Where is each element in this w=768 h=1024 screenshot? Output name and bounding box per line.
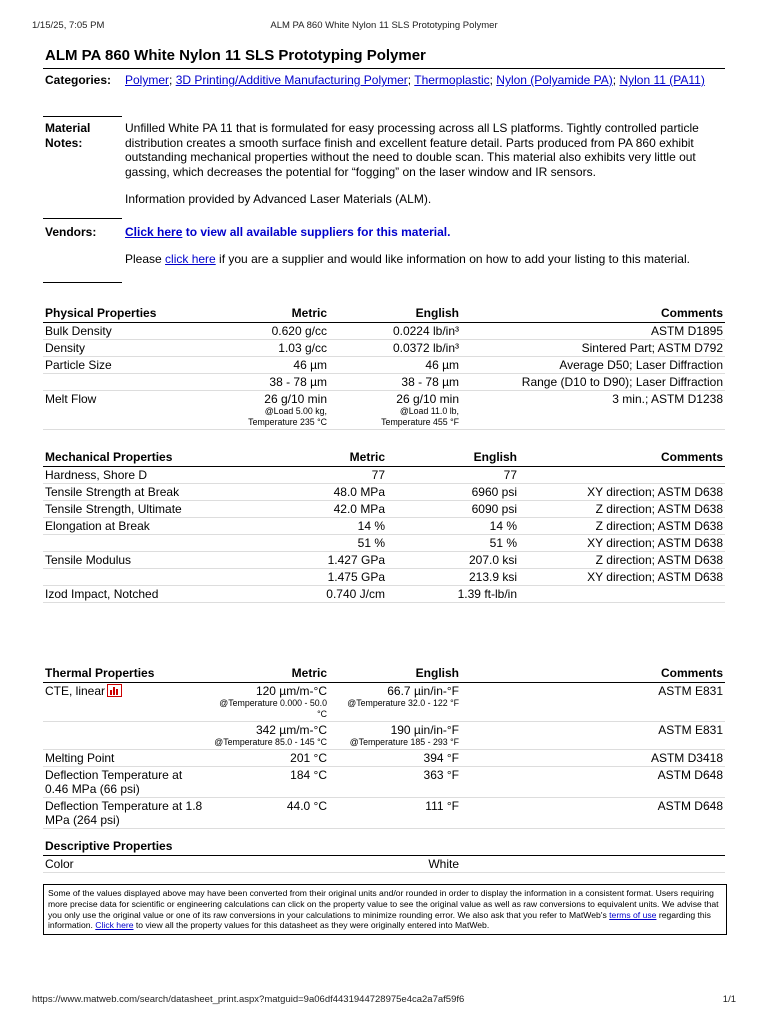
comment: Z direction; ASTM D638 <box>519 552 725 569</box>
chart-icon[interactable] <box>107 684 122 697</box>
metric-value[interactable]: 46 µm <box>293 358 327 372</box>
metric-header: Metric <box>205 305 329 323</box>
vendors-click-here-link[interactable]: Click here <box>125 225 183 239</box>
property-name: Elongation at Break <box>43 518 205 535</box>
metric-condition: @Temperature 85.0 - 145 °C <box>214 737 327 747</box>
thermal-title: Thermal Properties <box>43 665 205 683</box>
property-name: Tensile Strength at Break <box>43 484 205 501</box>
comment: XY direction; ASTM D638 <box>519 535 725 552</box>
property-row <box>43 501 725 518</box>
disclaimer-text: regarding this information. <box>48 909 711 931</box>
english-value[interactable]: 0.0372 lb/in³ <box>392 341 459 355</box>
english-value[interactable]: 111 °F <box>425 799 459 813</box>
english-header: English <box>329 665 461 683</box>
property-name <box>43 374 205 391</box>
category-link-nylon[interactable]: Nylon (Polyamide PA) <box>496 73 613 87</box>
section-divider <box>43 218 122 219</box>
metric-value[interactable]: 38 - 78 µm <box>269 375 327 389</box>
title-divider <box>43 68 725 69</box>
property-row <box>43 683 725 722</box>
property-row <box>43 357 725 374</box>
metric-value[interactable]: 1.475 GPa <box>327 570 385 584</box>
comment: XY direction; ASTM D638 <box>519 569 725 586</box>
metric-condition: @Temperature 0.000 - 50.0 °C <box>219 698 327 719</box>
english-value[interactable]: 46 µm <box>425 358 459 372</box>
metric-value[interactable]: 0.620 g/cc <box>271 324 327 338</box>
mechanical-header-row <box>43 449 725 467</box>
comment <box>519 467 725 484</box>
physical-header-row <box>43 305 725 323</box>
mechanical-properties-table <box>43 449 725 603</box>
vendors-link-line <box>125 225 725 240</box>
descriptive-title: Descriptive Properties <box>43 838 329 856</box>
property-row <box>43 767 725 798</box>
property-name: Melt Flow <box>43 391 205 430</box>
print-url: https://www.matweb.com/search/datasheet_print.aspx?matguid=9a06df4431944728975e4ca2a7af59f6 <box>32 994 465 1005</box>
property-name: Melting Point <box>43 750 205 767</box>
comment: ASTM E831 <box>461 722 725 750</box>
english-value[interactable]: 1.39 ft-lb/in <box>457 587 517 601</box>
metric-value[interactable]: 42.0 MPa <box>333 502 385 516</box>
english-value[interactable]: 38 - 78 µm <box>401 375 459 389</box>
property-row <box>43 535 725 552</box>
property-row <box>43 323 725 340</box>
property-row <box>43 484 725 501</box>
terms-of-use-link[interactable]: terms of use <box>609 909 657 920</box>
metric-value[interactable]: 1.427 GPa <box>327 553 385 567</box>
metric-value[interactable]: 201 °C <box>290 751 327 765</box>
english-value[interactable]: 190 µin/in-°F <box>390 723 459 737</box>
comment: ASTM D648 <box>461 767 725 798</box>
metric-value[interactable]: 184 °C <box>290 768 327 782</box>
metric-value[interactable]: 48.0 MPa <box>333 485 385 499</box>
comment: Range (D10 to D90); Laser Diffraction <box>461 374 725 391</box>
comment: 3 min.; ASTM D1238 <box>461 391 725 430</box>
material-notes-source: Information provided by Advanced Laser Materials (ALM). <box>125 192 432 206</box>
metric-header: Metric <box>205 449 387 467</box>
comment: XY direction; ASTM D638 <box>519 484 725 501</box>
print-page-number: 1/1 <box>722 994 736 1005</box>
categories-section <box>45 73 725 105</box>
comment: Z direction; ASTM D638 <box>519 501 725 518</box>
metric-condition: Temperature 235 °C <box>248 417 327 427</box>
property-name: Color <box>43 856 205 873</box>
english-value[interactable]: 213.9 ksi <box>468 570 517 584</box>
property-name <box>43 569 205 586</box>
property-name: Particle Size <box>43 357 205 374</box>
english-value[interactable]: 14 % <box>489 519 517 533</box>
disclaimer-text: to view all the property values for this datasheet as they were originally entered into MatWeb. <box>133 920 490 931</box>
metric-value[interactable]: 1.03 g/cc <box>278 341 327 355</box>
comment: ASTM D648 <box>461 798 725 829</box>
english-value[interactable]: 363 °F <box>423 768 459 782</box>
comment: Z direction; ASTM D638 <box>519 518 725 535</box>
property-name <box>43 722 205 750</box>
physical-title: Physical Properties <box>43 305 205 323</box>
comment: ASTM E831 <box>461 683 725 722</box>
material-notes-text <box>125 121 725 207</box>
property-name: Tensile Strength, Ultimate <box>43 501 205 518</box>
english-value[interactable]: 26 g/10 min <box>396 392 459 406</box>
english-value[interactable]: 6090 psi <box>471 502 517 516</box>
comments-header: Comments <box>461 305 725 323</box>
metric-value[interactable]: 14 % <box>357 519 385 533</box>
metric-value[interactable]: 77 <box>371 468 385 482</box>
section-divider <box>43 116 122 117</box>
property-row <box>43 518 725 535</box>
property-row <box>43 467 725 484</box>
property-name: Density <box>43 340 205 357</box>
comment: ASTM D3418 <box>461 750 725 767</box>
supplier-click-here-link[interactable]: click here <box>165 251 216 266</box>
property-row <box>43 750 725 767</box>
comments-header: Comments <box>461 665 725 683</box>
category-link-nylon-11[interactable]: Nylon 11 (PA11) <box>619 73 705 87</box>
english-header: English <box>329 305 461 323</box>
property-name: Izod Impact, Notched <box>43 586 205 603</box>
english-condition: @Temperature 185 - 293 °F <box>349 737 459 747</box>
metric-header: Metric <box>205 665 329 683</box>
property-row <box>43 722 725 750</box>
material-notes-description: Unfilled White PA 11 that is formulated for easy processing across all LS platforms. Tightly controlled particle distribution creates a smooth surface finish and excellent feature detail. Parts produced from PA 860 exhibit outstanding mechanical properties without the need to double scan. This material also exhibits very little out gassing, which decreases the potential for “fogging” on the laser window and IR sensors. <box>125 121 699 179</box>
property-name <box>43 535 205 552</box>
categories-label: Categories: <box>45 73 112 87</box>
supplier-info-line <box>125 252 725 267</box>
property-row <box>43 374 725 391</box>
print-datetime: 1/15/25, 7:05 PM <box>32 20 105 31</box>
property-name: CTE, linear <box>45 684 106 698</box>
english-value[interactable]: 77 <box>503 468 517 482</box>
descriptive-properties-table <box>43 838 725 873</box>
english-value[interactable]: 207.0 ksi <box>468 553 517 567</box>
disclaimer-text: Some of the values displayed above may have been converted from their original units and/or rounded in order to display the information in a consistent format. Users requiring more precise data for scientific or engineering calculations can click on the property value to see the original value as well as raw conversions to equivalent units. We advise that you only use the original value or one of its raw conversions in your calculations to minimize rounding error. We also ask that you refer to MatWeb's <box>48 888 719 920</box>
metric-value[interactable]: 342 µm/m-°C <box>255 723 327 737</box>
page-title: ALM PA 860 White Nylon 11 SLS Prototyping Polymer <box>45 47 426 64</box>
property-row <box>43 340 725 357</box>
metric-value[interactable]: 51 % <box>357 536 385 550</box>
vendors-text <box>125 225 725 266</box>
property-name: Bulk Density <box>43 323 205 340</box>
metric-value[interactable]: 26 g/10 min <box>264 392 327 406</box>
property-row <box>43 856 725 873</box>
property-name: Deflection Temperature at 0.46 MPa (66 psi) <box>43 767 205 798</box>
property-row <box>43 552 725 569</box>
english-condition: @Temperature 32.0 - 122 °F <box>347 698 459 708</box>
categories-list: Polymer; 3D Printing/Additive Manufacturing Polymer; Thermoplastic; Nylon (Polyamide PA); Nylon 11 (PA11) <box>125 73 705 87</box>
property-name: Tensile Modulus <box>43 552 205 569</box>
english-header: English <box>387 449 519 467</box>
section-divider <box>43 282 122 283</box>
english-value[interactable]: 0.0224 lb/in³ <box>392 324 459 338</box>
property-name: Deflection Temperature at 1.8 MPa (264 psi) <box>43 798 205 829</box>
english-value[interactable]: 394 °F <box>423 751 459 765</box>
supplier-info-pre: Please <box>125 251 166 266</box>
category-link-polymer[interactable]: Polymer <box>125 73 170 87</box>
property-row <box>43 798 725 829</box>
comment: ASTM D1895 <box>461 323 725 340</box>
english-condition: @Load 11.0 lb, <box>399 406 459 416</box>
physical-properties-table <box>43 305 725 430</box>
category-link-3d-printing[interactable]: 3D Printing/Additive Manufacturing Polymer <box>175 73 408 87</box>
property-value: White <box>329 856 461 873</box>
property-row <box>43 586 725 603</box>
vendors-label: Vendors: <box>45 225 97 239</box>
mechanical-title: Mechanical Properties <box>43 449 205 467</box>
property-name-cell <box>43 683 205 722</box>
metric-condition: @Load 5.00 kg, <box>264 406 327 416</box>
category-link-thermoplastic[interactable]: Thermoplastic <box>414 73 490 87</box>
disclaimer-box <box>43 884 727 935</box>
comment: Sintered Part; ASTM D792 <box>461 340 725 357</box>
original-values-link[interactable]: Click here <box>95 920 134 931</box>
english-value[interactable]: 6960 psi <box>471 485 517 499</box>
metric-value[interactable]: 0.740 J/cm <box>326 587 385 601</box>
print-header-title: ALM PA 860 White Nylon 11 SLS Prototyping Polymer <box>270 20 498 31</box>
material-notes-section <box>45 121 725 211</box>
thermal-properties-table <box>43 665 725 829</box>
vendors-link-rest: to view all available suppliers for this material. <box>182 225 451 239</box>
metric-value[interactable]: 120 µm/m-°C <box>255 684 327 698</box>
material-notes-label: Material Notes: <box>45 121 91 150</box>
property-row <box>43 569 725 586</box>
metric-value[interactable]: 44.0 °C <box>286 799 327 813</box>
english-value[interactable]: 66.7 µin/in-°F <box>387 684 459 698</box>
english-value[interactable]: 51 % <box>489 536 517 550</box>
vendors-section <box>45 225 725 275</box>
descriptive-header-row <box>43 838 725 856</box>
thermal-header-row <box>43 665 725 683</box>
comment <box>519 586 725 603</box>
property-name: Hardness, Shore D <box>43 467 205 484</box>
supplier-info-post: if you are a supplier and would like information on how to add your listing to this material. <box>215 251 690 266</box>
comments-header: Comments <box>519 449 725 467</box>
comment: Average D50; Laser Diffraction <box>461 357 725 374</box>
property-row <box>43 391 725 430</box>
english-condition: Temperature 455 °F <box>381 417 459 427</box>
